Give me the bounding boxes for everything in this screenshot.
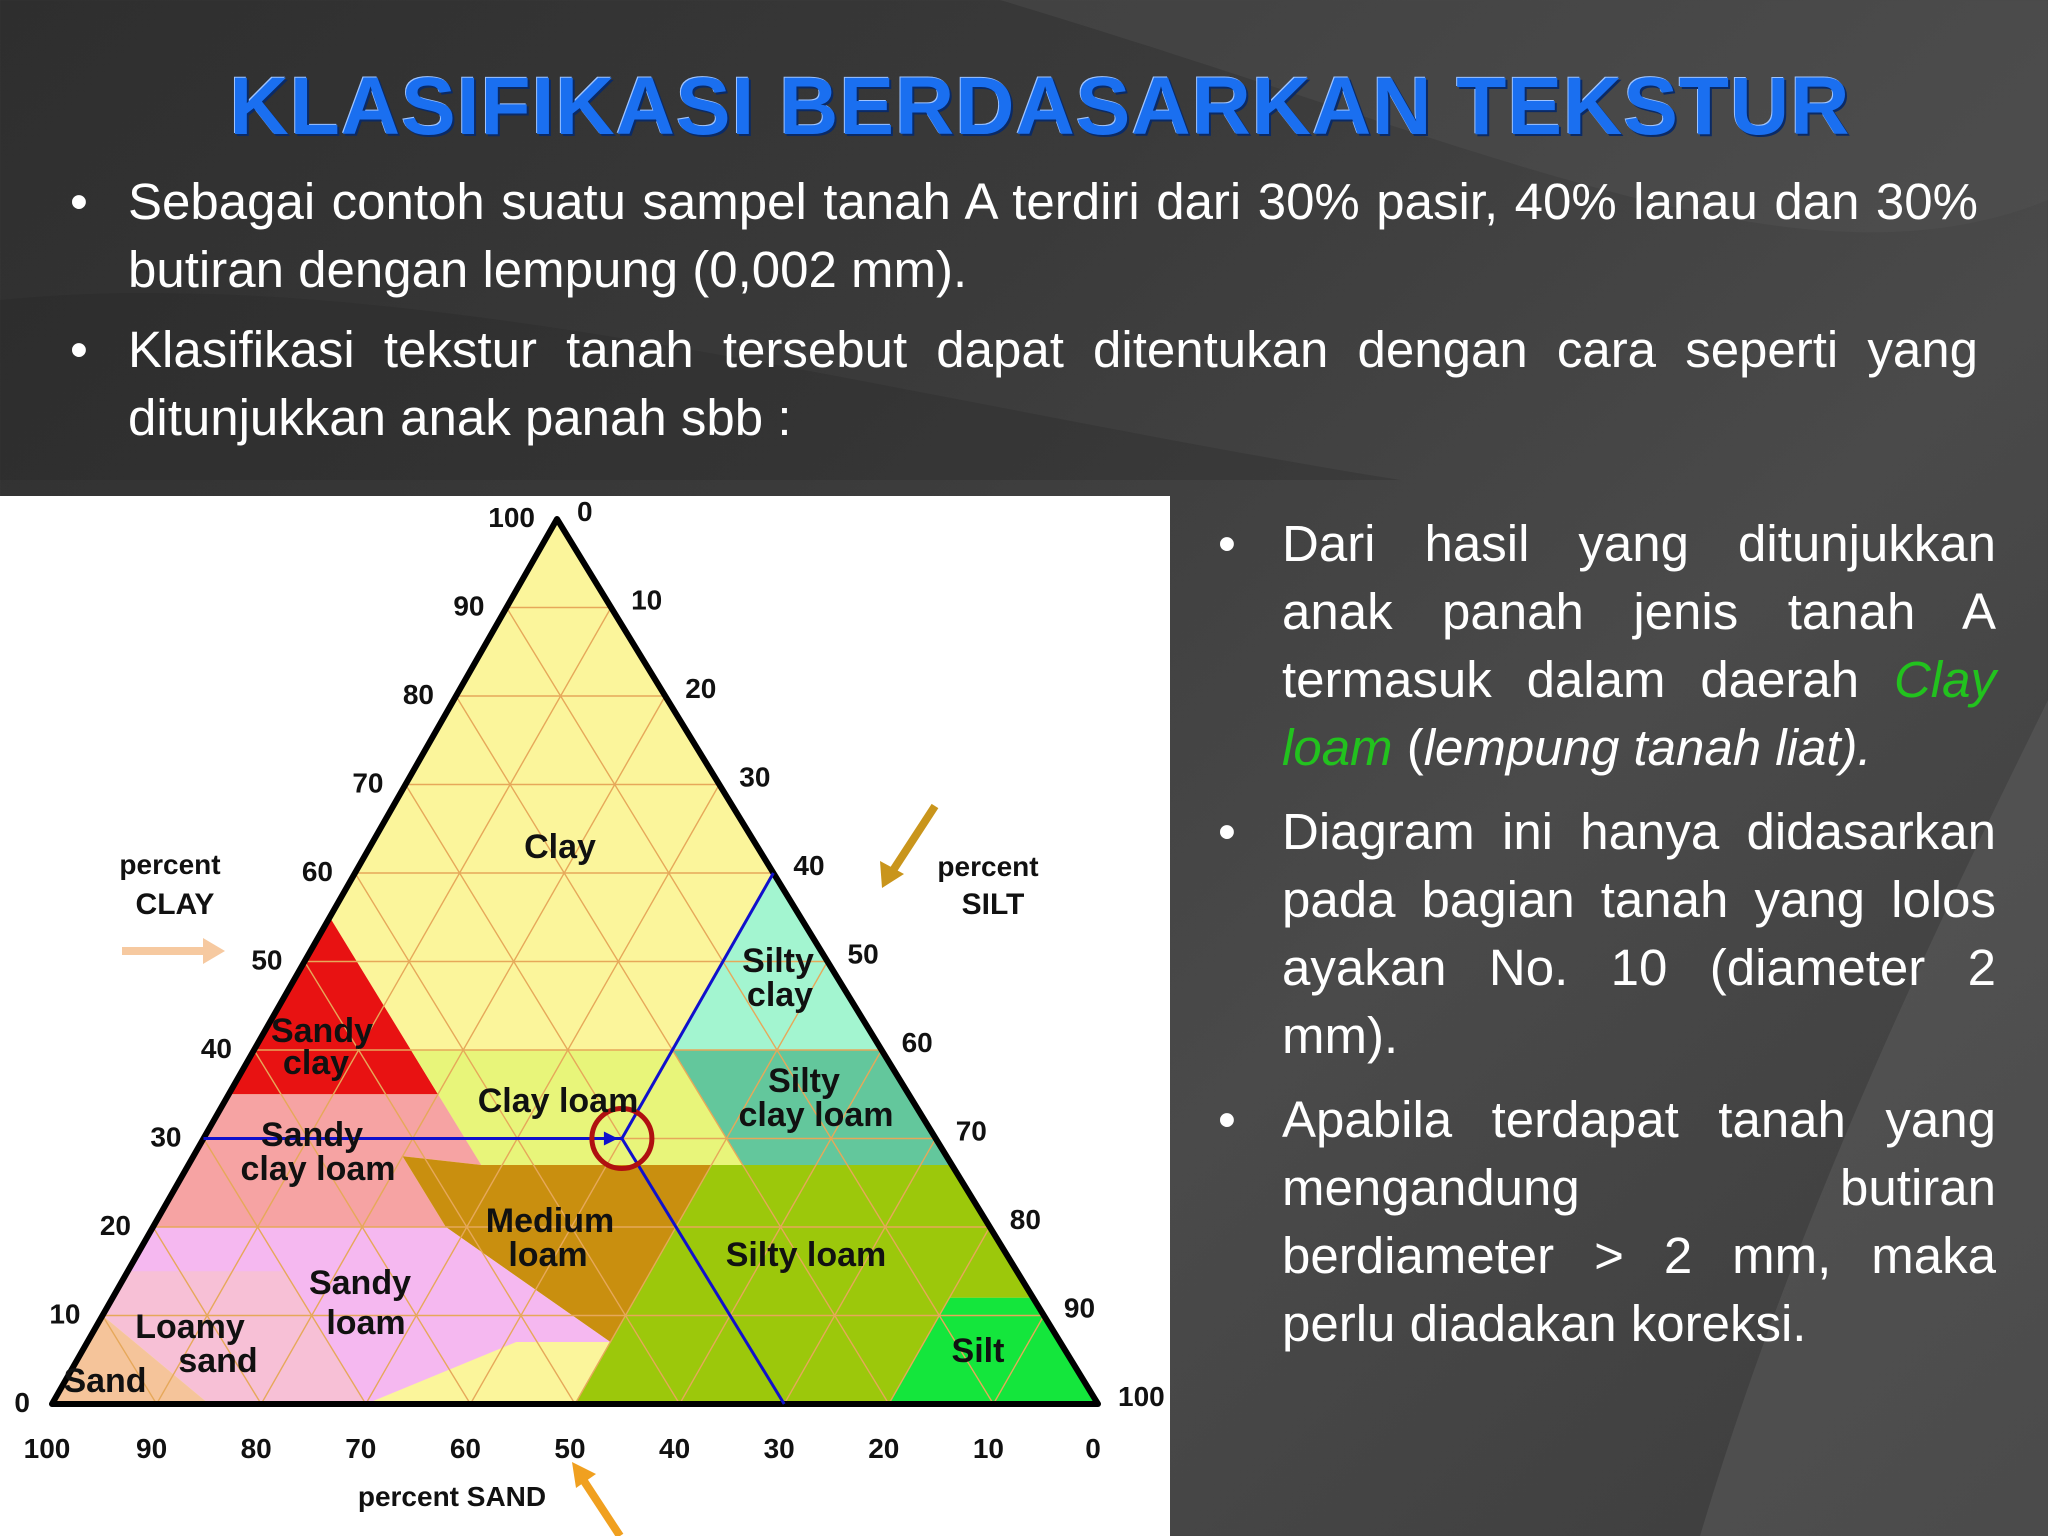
region-label-sandy-clay-loam: Sandy — [260, 1116, 364, 1154]
percent-sand-label: percent SAND — [357, 1481, 547, 1512]
bullet-dot: • — [70, 321, 88, 378]
clay-tick-label: 60 — [301, 856, 333, 887]
clay-tick-label: 0 — [14, 1387, 30, 1418]
silt-tick-label: 70 — [955, 1115, 987, 1147]
bullet-text: Klasifikasi tekstur tanah tersebut dapat ditentukan dengan cara seperti yang ditunjukkan anak panah sbb : — [128, 321, 1978, 446]
region-label-sandy-loam: Sandy — [308, 1264, 412, 1302]
bullet-dot: • — [70, 173, 88, 230]
region-label-silty-loam: Silty loam — [725, 1236, 887, 1274]
bullet-item — [70, 168, 1978, 304]
silt-tick-label: 10 — [631, 584, 663, 616]
bullet-text: Sebagai contoh suatu sampel tanah A terdiri dari 30% pasir, 40% lanau dan 30% butiran dengan lempung (0,002 mm). — [128, 173, 1978, 298]
bullet-text: Diagram ini hanya didasarkan pada bagian tanah yang lolos ayakan No. 10 (diameter 2 mm). — [1282, 803, 1996, 1064]
clay-tick-label: 80 — [402, 679, 434, 710]
silt-tick-label: 50 — [847, 938, 879, 970]
clay-tick-label: 70 — [352, 767, 384, 799]
sand-tick-label: 30 — [763, 1433, 795, 1464]
clay-loam-highlight: Clay loam — [1282, 651, 1996, 776]
region-label-silty-clay: Silty — [742, 942, 814, 980]
clay-tick-label: 30 — [150, 1121, 182, 1153]
sand-tick-label: 20 — [868, 1433, 900, 1464]
region-label-loamy-sand: Loamy — [135, 1308, 245, 1346]
bullet-text-italic: lempung tanah liat). — [1423, 719, 1872, 776]
clay-tick-label: 90 — [453, 590, 485, 622]
clay-arrow-head — [203, 938, 225, 964]
region-label-sandy-clay: Sandy — [270, 1012, 374, 1050]
sand-tick-label: 50 — [554, 1433, 586, 1464]
sand-tick-label: 70 — [345, 1433, 377, 1464]
bullet-text: Apabila terdapat tanah yang mengandung butiran berdiameter > 2 mm, maka perlu diadakan koreksi. — [1282, 1091, 1996, 1352]
bullet-item — [1218, 510, 1996, 782]
sand-tick-label: 80 — [240, 1433, 272, 1464]
region-label-silty-clay-loam: Silty — [768, 1062, 840, 1100]
region-label-silty-clay-loam: clay loam — [738, 1096, 894, 1134]
soil-texture-triangle — [0, 496, 1170, 1536]
clay-tick-label: 20 — [99, 1210, 131, 1241]
region-label-loamy-sand: sand — [178, 1342, 258, 1380]
clay-tick-label: 100 — [488, 502, 535, 533]
clay-tick-label: 50 — [251, 944, 283, 976]
region-label-sandy-clay-loam: clay loam — [240, 1150, 396, 1188]
bullet-dot: • — [1218, 803, 1236, 860]
silt-tick-label: 90 — [1063, 1292, 1096, 1324]
silt-tick-label: 60 — [901, 1027, 933, 1058]
silt-tick-label: 0 — [577, 496, 593, 527]
region-label-sandy-clay: clay — [282, 1044, 350, 1082]
percent-silt-label: percent — [937, 851, 1039, 882]
sand-tick-label: 60 — [449, 1433, 481, 1464]
sand-tick-label: 0 — [1085, 1433, 1101, 1464]
sand-tick-label: 100 — [23, 1433, 71, 1464]
bullet-dot: • — [1218, 1091, 1236, 1148]
silt-tick-label: 100 — [1118, 1381, 1165, 1412]
region-label-silty-clay: clay — [746, 976, 814, 1014]
right-bullet-list — [1218, 510, 1996, 1374]
bullet-item — [70, 316, 1978, 452]
sand-arrow — [582, 1478, 620, 1536]
percent-silt-label: SILT — [961, 888, 1025, 921]
top-bullet-list — [70, 168, 1978, 464]
region-label-silt: Silt — [951, 1332, 1005, 1370]
clay-tick-label: 10 — [49, 1298, 81, 1330]
silt-tick-label: 30 — [739, 761, 771, 793]
texture-triangle-svg — [0, 496, 1170, 1536]
bullet-text: ( — [1392, 719, 1424, 776]
bullet-text: Dari hasil yang ditunjukkan anak panah jenis tanah A termasuk dalam daerah — [1282, 515, 1996, 708]
region-label-medium-loam: Medium — [485, 1202, 615, 1240]
silt-tick-label: 80 — [1009, 1204, 1041, 1235]
silt-arrow — [892, 806, 935, 872]
region-label-clay-loam: Clay loam — [477, 1082, 639, 1120]
percent-clay-label: percent — [119, 849, 221, 880]
sand-tick-label: 40 — [659, 1433, 691, 1464]
bullet-item — [1218, 1086, 1996, 1358]
sand-tick-label: 90 — [136, 1433, 168, 1464]
clay-tick-label: 40 — [200, 1033, 232, 1064]
page-title: KLASIFIKASI BERDASARKAN TEKSTUR — [229, 61, 1851, 152]
region-label-medium-loam: loam — [508, 1236, 588, 1274]
sand-tick-label: 10 — [972, 1433, 1004, 1464]
region-label-sand: Sand — [63, 1362, 147, 1400]
bullet-dot: • — [1218, 515, 1236, 572]
silt-tick-label: 40 — [793, 850, 825, 881]
region-label-clay: Clay — [524, 828, 596, 866]
bullet-item — [1218, 798, 1996, 1070]
region-label-sandy-loam: loam — [326, 1304, 406, 1342]
silt-tick-label: 20 — [685, 673, 717, 704]
percent-clay-label: CLAY — [135, 888, 215, 921]
